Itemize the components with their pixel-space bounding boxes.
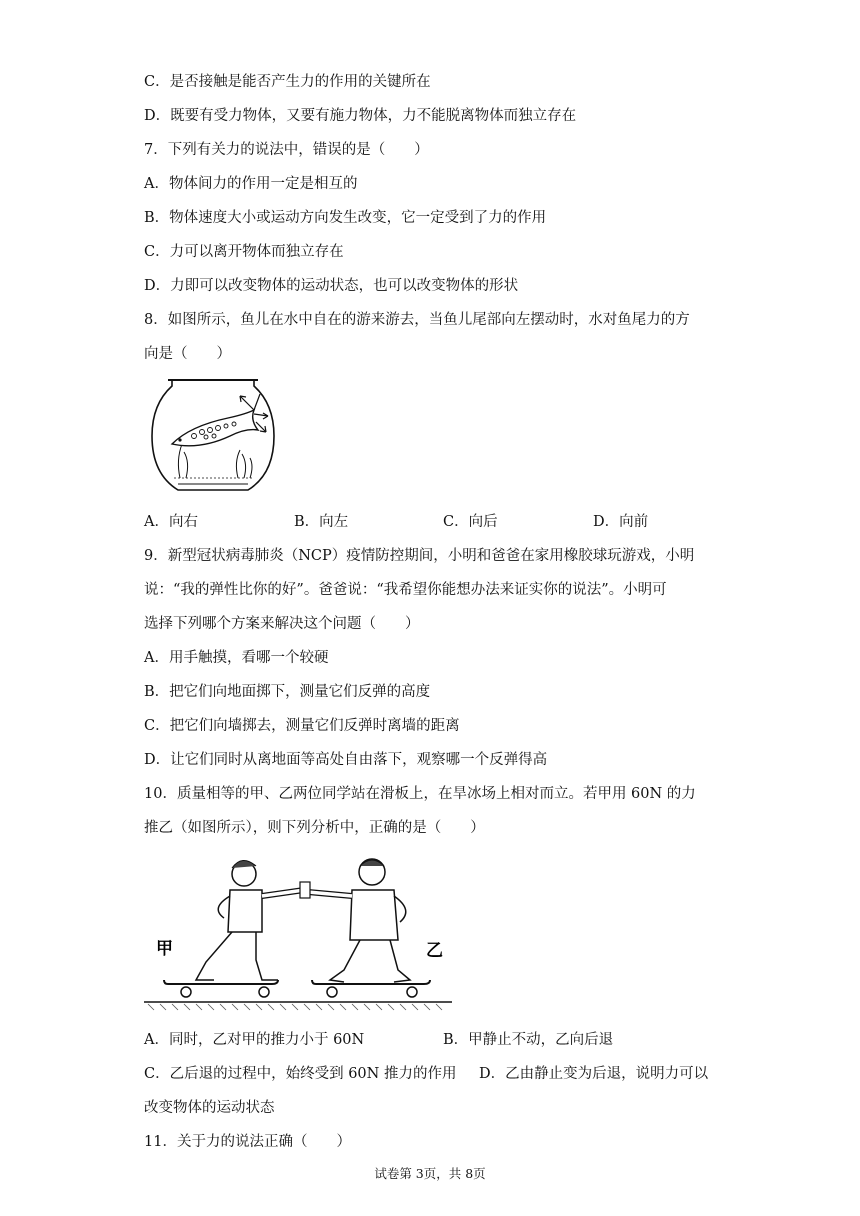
q9-option-a: A．用手触摸，看哪一个较硬: [144, 650, 329, 666]
q10-option-d-line2: 改变物体的运动状态: [144, 1100, 275, 1116]
q10-option-d-line1: D．乙由静止变为后退，说明力可以: [479, 1066, 709, 1082]
q10-option-c: C．乙后退的过程中，始终受到 60N 推力的作用: [144, 1066, 457, 1082]
q6-option-d: D．既要有受力物体，又要有施力物体，力不能脱离物体而独立存在: [144, 108, 577, 124]
q7-option-b: B．物体速度大小或运动方向发生改变，它一定受到了力的作用: [144, 210, 547, 226]
q9-stem-line3: 选择下列哪个方案来解决这个问题（ ）: [144, 616, 420, 632]
q6-option-c: C．是否接触是能否产生力的作用的关键所在: [144, 74, 431, 90]
label-yi: 乙: [426, 941, 443, 961]
q9-option-d: D．让它们同时从离地面等高处自由落下，观察哪一个反弹得高: [144, 752, 548, 768]
q10-option-b: B．甲静止不动，乙向后退: [443, 1032, 614, 1048]
q8-stem-line2: 向是（ ）: [144, 346, 231, 362]
q9-option-c: C．把它们向墙掷去，测量它们反弹时离墙的距离: [144, 718, 460, 734]
q7-stem: 7．下列有关力的说法中，错误的是（ ）: [144, 142, 429, 158]
q8-option-d: D．向前: [593, 514, 649, 530]
q9-stem-line1: 9．新型冠状病毒肺炎（NCP）疫情防控期间，小明和爸爸在家用橡胶球玩游戏，小明: [144, 548, 695, 564]
q7-option-d: D．力即可以改变物体的运动状态，也可以改变物体的形状: [144, 278, 519, 294]
q9-stem-line2: 说：“我的弹性比你的好”。爸爸说：“我希望你能想办法来证实你的说法”。小明可: [144, 582, 667, 598]
q10-option-a: A．同时，乙对甲的推力小于 60N: [144, 1032, 365, 1048]
q10-stem-line2: 推乙（如图所示），则下列分析中，正确的是（ ）: [144, 820, 485, 836]
skateboard-push-figure: [144, 852, 452, 1012]
q8-option-b: B．向左: [294, 514, 349, 530]
fishbowl-figure: [150, 374, 276, 496]
q8-option-a: A．向右: [144, 514, 198, 530]
q7-option-c: C．力可以离开物体而独立存在: [144, 244, 344, 260]
q8-stem-line1: 8．如图所示，鱼儿在水中自在的游来游去，当鱼儿尾部向左摆动时，水对鱼尾力的方: [144, 312, 690, 328]
q9-option-b: B．把它们向地面掷下，测量它们反弹的高度: [144, 684, 431, 700]
q8-option-c: C．向后: [443, 514, 498, 530]
q11-stem: 11．关于力的说法正确（ ）: [144, 1134, 351, 1150]
page-footer: 试卷第 3页，共 8页: [374, 1166, 486, 1181]
q10-stem-line1: 10．质量相等的甲、乙两位同学站在滑板上，在旱冰场上相对而立。若甲用 60N 的力: [144, 786, 696, 802]
q7-option-a: A．物体间力的作用一定是相互的: [144, 176, 358, 192]
label-jia: 甲: [156, 939, 173, 959]
